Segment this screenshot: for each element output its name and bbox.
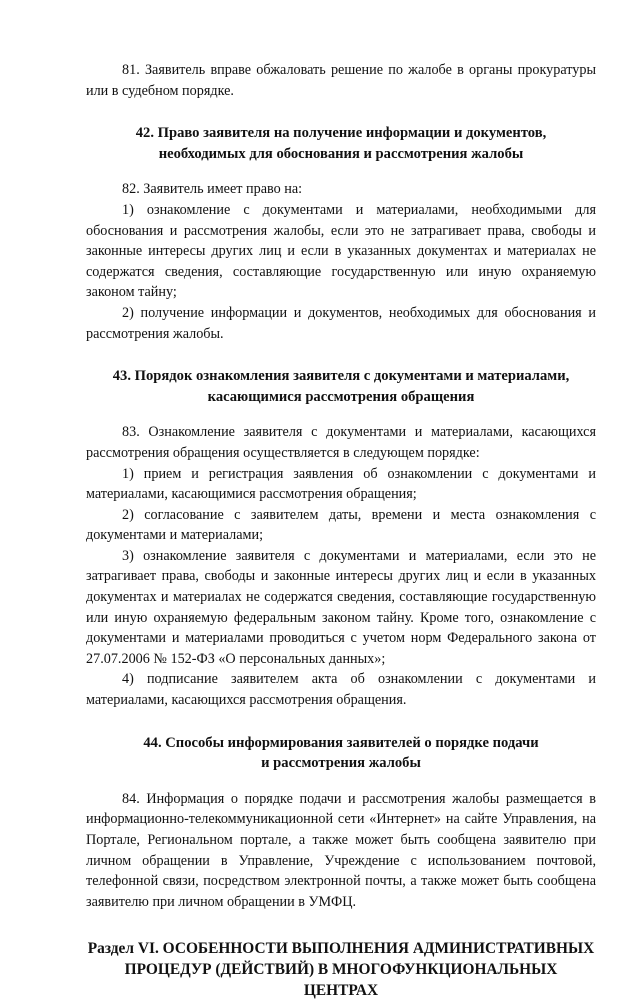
heading-44-line-2: и рассмотрения жалобы xyxy=(261,755,421,772)
heading-44 xyxy=(86,733,596,774)
heading-42 xyxy=(86,123,596,164)
heading-43-line-2: касающимися рассмотрения обращения xyxy=(207,388,475,405)
heading-44-line-1: 44. Способы информирования заявителей о порядке подачи xyxy=(143,734,539,751)
section-6-title-line-1: Раздел VI. ОСОБЕННОСТИ ВЫПОЛНЕНИЯ АДМИНИСТРАТИВНЫХ xyxy=(87,940,595,958)
document-page xyxy=(86,60,596,1001)
heading-42-line-1: 42. Право заявителя на получение информации и документов, xyxy=(135,125,547,142)
paragraph-82: 82. Заявитель имеет право на: xyxy=(122,181,303,198)
paragraph-84: 84. Информация о порядке подачи и рассмотрения жалобы размещается в информационно-телекоммуникационной сети «Интернет» на сайте Управления, на Портале, Региональном портале, а также может быть сообщена заявителю при личном обращении в Управление, Учреждение с использованием почтовой, телефонной связи, посредством электронной почты, а также может быть сообщена заявителю при личном обращении в УМФЦ. xyxy=(86,790,596,910)
heading-43 xyxy=(86,366,596,407)
paragraph-83: 83. Ознакомление заявителя с документами и материалами, касающихся рассмотрения обращения осуществляется в следующем порядке: xyxy=(86,424,596,461)
section-6-title-line-2: ПРОЦЕДУР (ДЕЙСТВИЙ) В МНОГОФУНКЦИОНАЛЬНЫХ ЦЕНТРАХ xyxy=(124,961,558,1000)
heading-42-line-2: необходимых для обоснования и рассмотрения жалобы xyxy=(158,145,524,162)
paragraph-83-item-1: 1) прием и регистрация заявления об ознакомлении с документами и материалами, касающимися рассмотрения обращения; xyxy=(86,465,596,503)
paragraph-83-item-3: 3) ознакомление заявителя с документами и материалами, если это не затрагивает права, свободы и законные интересы других лиц и если в указанных документах и материалах не содержатся сведения, составляющие государственную или иную охраняемую федеральным законом тайну. Кроме того, ознакомление с документами и материалами проводиться с учетом норм Федерального закона от 27.07.2006 № 152-ФЗ «О персональных данных»; xyxy=(86,547,596,667)
paragraph-82-item-2: 2) получение информации и документов, необходимых для обоснования и рассмотрения жалобы. xyxy=(86,304,596,342)
paragraph-83-item-2: 2) согласование с заявителем даты, времени и места ознакомления с документами и материалами; xyxy=(86,506,596,544)
section-6-title xyxy=(86,938,596,1001)
heading-43-line-1: 43. Порядок ознакомления заявителя с документами и материалами, xyxy=(112,368,570,385)
paragraph-82-item-1: 1) ознакомление с документами и материалами, необходимыми для обоснования и рассмотрения жалобы, если это не затрагивает права, свободы и законные интересы других лиц и если в указанных документах и материалах не содержатся сведения, составляющие государственную или иную охраняемую законом тайну; xyxy=(86,201,596,301)
paragraph-83-item-4: 4) подписание заявителем акта об ознакомлении с документами и материалами, касающихся рассмотрения обращения. xyxy=(86,671,596,709)
paragraph-81: 81. Заявитель вправе обжаловать решение по жалобе в органы прокуратуры или в судебном порядке. xyxy=(86,62,596,99)
